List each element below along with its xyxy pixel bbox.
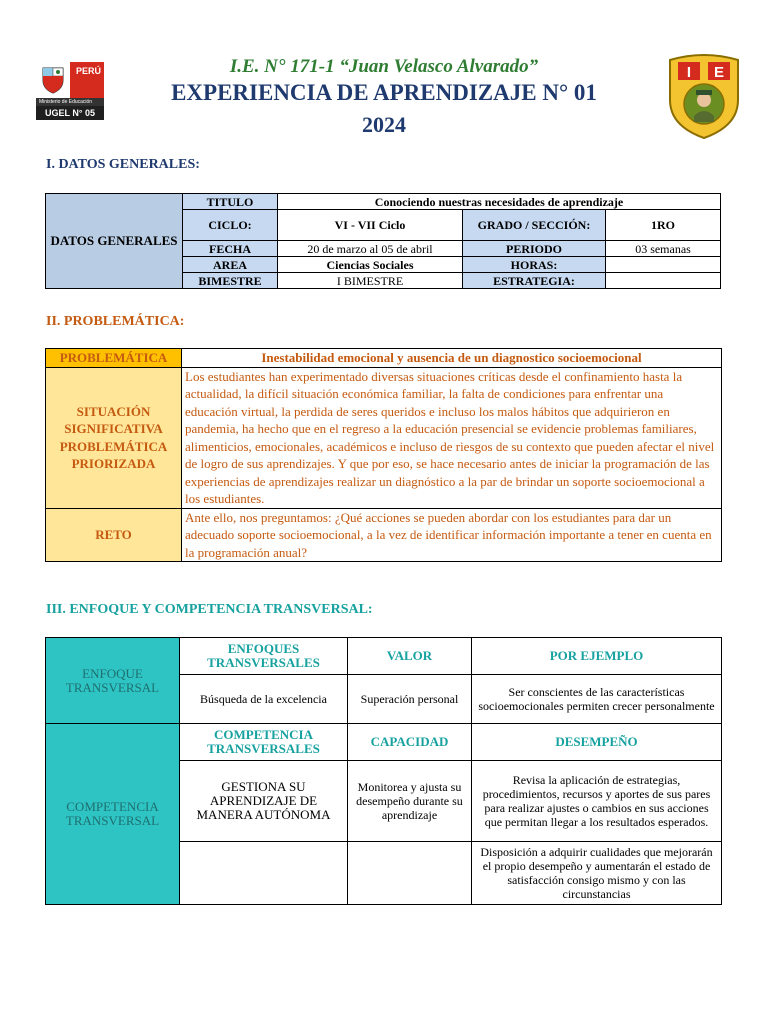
titulo-value: Conociendo nuestras necesidades de aprendizaje <box>278 194 721 210</box>
desempeno-2-value: Disposición a adquirir cualidades que mejorarán el propio desempeño y aumentarán el estado de satisfacción consigo mismo y con las circunstancias <box>472 842 722 905</box>
bimestre-label: BIMESTRE <box>183 273 278 289</box>
titulo-label: TITULO <box>183 194 278 210</box>
school-name: I.E. N° 171-1 “Juan Velasco Alvarado” <box>229 56 539 77</box>
datos-generales-table <box>45 193 721 289</box>
valor-header: VALOR <box>348 638 472 675</box>
section-enfoque-heading: III. ENFOQUE Y COMPETENCIA TRANSVERSAL: <box>46 602 373 617</box>
competencia-side-label: COMPETENCIA TRANSVERSAL <box>46 724 180 905</box>
periodo-label: PERIODO <box>463 241 606 257</box>
area-label: AREA <box>183 257 278 273</box>
ejemplo-header: POR EJEMPLO <box>472 638 722 675</box>
bimestre-value: I BIMESTRE <box>278 273 463 289</box>
situacion-label: SITUACIÓN SIGNIFICATIVA PROBLEMÁTICA PRIORIZADA <box>46 367 182 508</box>
capacidad-empty-cell <box>348 842 472 905</box>
ejemplo-value: Ser conscientes de las características socioemocionales permiten crecer personalmente <box>472 675 722 724</box>
ciclo-value: VI - VII Ciclo <box>278 210 463 241</box>
grado-label: GRADO / SECCIÓN: <box>463 210 606 241</box>
datos-generales-side-label: DATOS GENERALES <box>46 194 183 289</box>
enfoques-header: ENFOQUES TRANSVERSALES <box>180 638 348 675</box>
problematica-label: PROBLEMÁTICA <box>46 349 182 368</box>
desempeno-header: DESEMPEÑO <box>472 724 722 761</box>
horas-value <box>606 257 721 273</box>
problematica-table <box>45 348 722 562</box>
estrategia-value <box>606 273 721 289</box>
area-value: Ciencias Sociales <box>278 257 463 273</box>
enfoque-side-label: ENFOQUE TRANSVERSAL <box>46 638 180 724</box>
section-datos-generales-heading: I. DATOS GENERALES: <box>46 157 200 172</box>
competencia-value: GESTIONA SU APRENDIZAJE DE MANERA AUTÓNOMA <box>180 761 348 842</box>
page-year: 2024 <box>362 112 406 137</box>
section-problematica-heading: II. PROBLEMÁTICA: <box>46 314 185 329</box>
reto-text: Ante ello, nos preguntamos: ¿Qué acciones se pueden abordar con los estudiantes para dar un adecuado soporte socioemocional, a la vez de identificar información importante a tener en cuenta en la programación anual? <box>182 508 722 562</box>
page-title: EXPERIENCIA DE APRENDIZAJE N° 01 <box>171 80 597 105</box>
peru-label: PERÚ <box>70 62 104 98</box>
fecha-label: FECHA <box>183 241 278 257</box>
problematica-value: Inestabilidad emocional y ausencia de un diagnostico socioemocional <box>182 349 722 368</box>
estrategia-label: ESTRATEGIA: <box>463 273 606 289</box>
reto-label: RETO <box>46 508 182 562</box>
ugel-label: UGEL N° 05 <box>36 106 104 120</box>
horas-label: HORAS: <box>463 257 606 273</box>
periodo-value: 03 semanas <box>606 241 721 257</box>
ministerio-label: Ministerio de Educación <box>36 98 104 106</box>
fecha-value: 20 de marzo al 05 de abril <box>278 241 463 257</box>
competencia-header: COMPETENCIA TRANSVERSALES <box>180 724 348 761</box>
svg-text:I: I <box>686 64 692 81</box>
grado-value: 1RO <box>606 210 721 241</box>
enfoque-competencia-table <box>45 637 722 905</box>
svg-text:E: E <box>713 64 725 81</box>
capacidad-value: Monitorea y ajusta su desempeño durante su aprendizaje <box>348 761 472 842</box>
valor-value: Superación personal <box>348 675 472 724</box>
competencia-empty-cell <box>180 842 348 905</box>
enfoque-value: Búsqueda de la excelencia <box>180 675 348 724</box>
situacion-text: Los estudiantes han experimentado diversas situaciones críticas desde el confinamiento hasta la actualidad, la difícil situación económica familiar, la falta de condiciones para enfrentar una educación virtual, la perdida de seres queridos e incluso los malos hábitos que adquirieron en pandemia, ha hecho que en el regreso a la educación presencial se evidencie problemas familiares, alimenticios, emocionales, académicos e incluso de riesgos de su contexto que pueden afectar el nivel de logro de sus aprendizajes. Y que por eso, se hace necesario antes de iniciar la programación de las experiencias de aprendizajes realizar un diagnóstico a la par de brindar un soporte socioemocional a los estudiantes. <box>182 367 722 508</box>
capacidad-header: CAPACIDAD <box>348 724 472 761</box>
desempeno-1-value: Revisa la aplicación de estrategias, procedimientos, recursos y aportes de sus pares para realizar ajustes o cambios en sus acciones que permitan llegar a los resultados esperados. <box>472 761 722 842</box>
ciclo-label: CICLO: <box>183 210 278 241</box>
